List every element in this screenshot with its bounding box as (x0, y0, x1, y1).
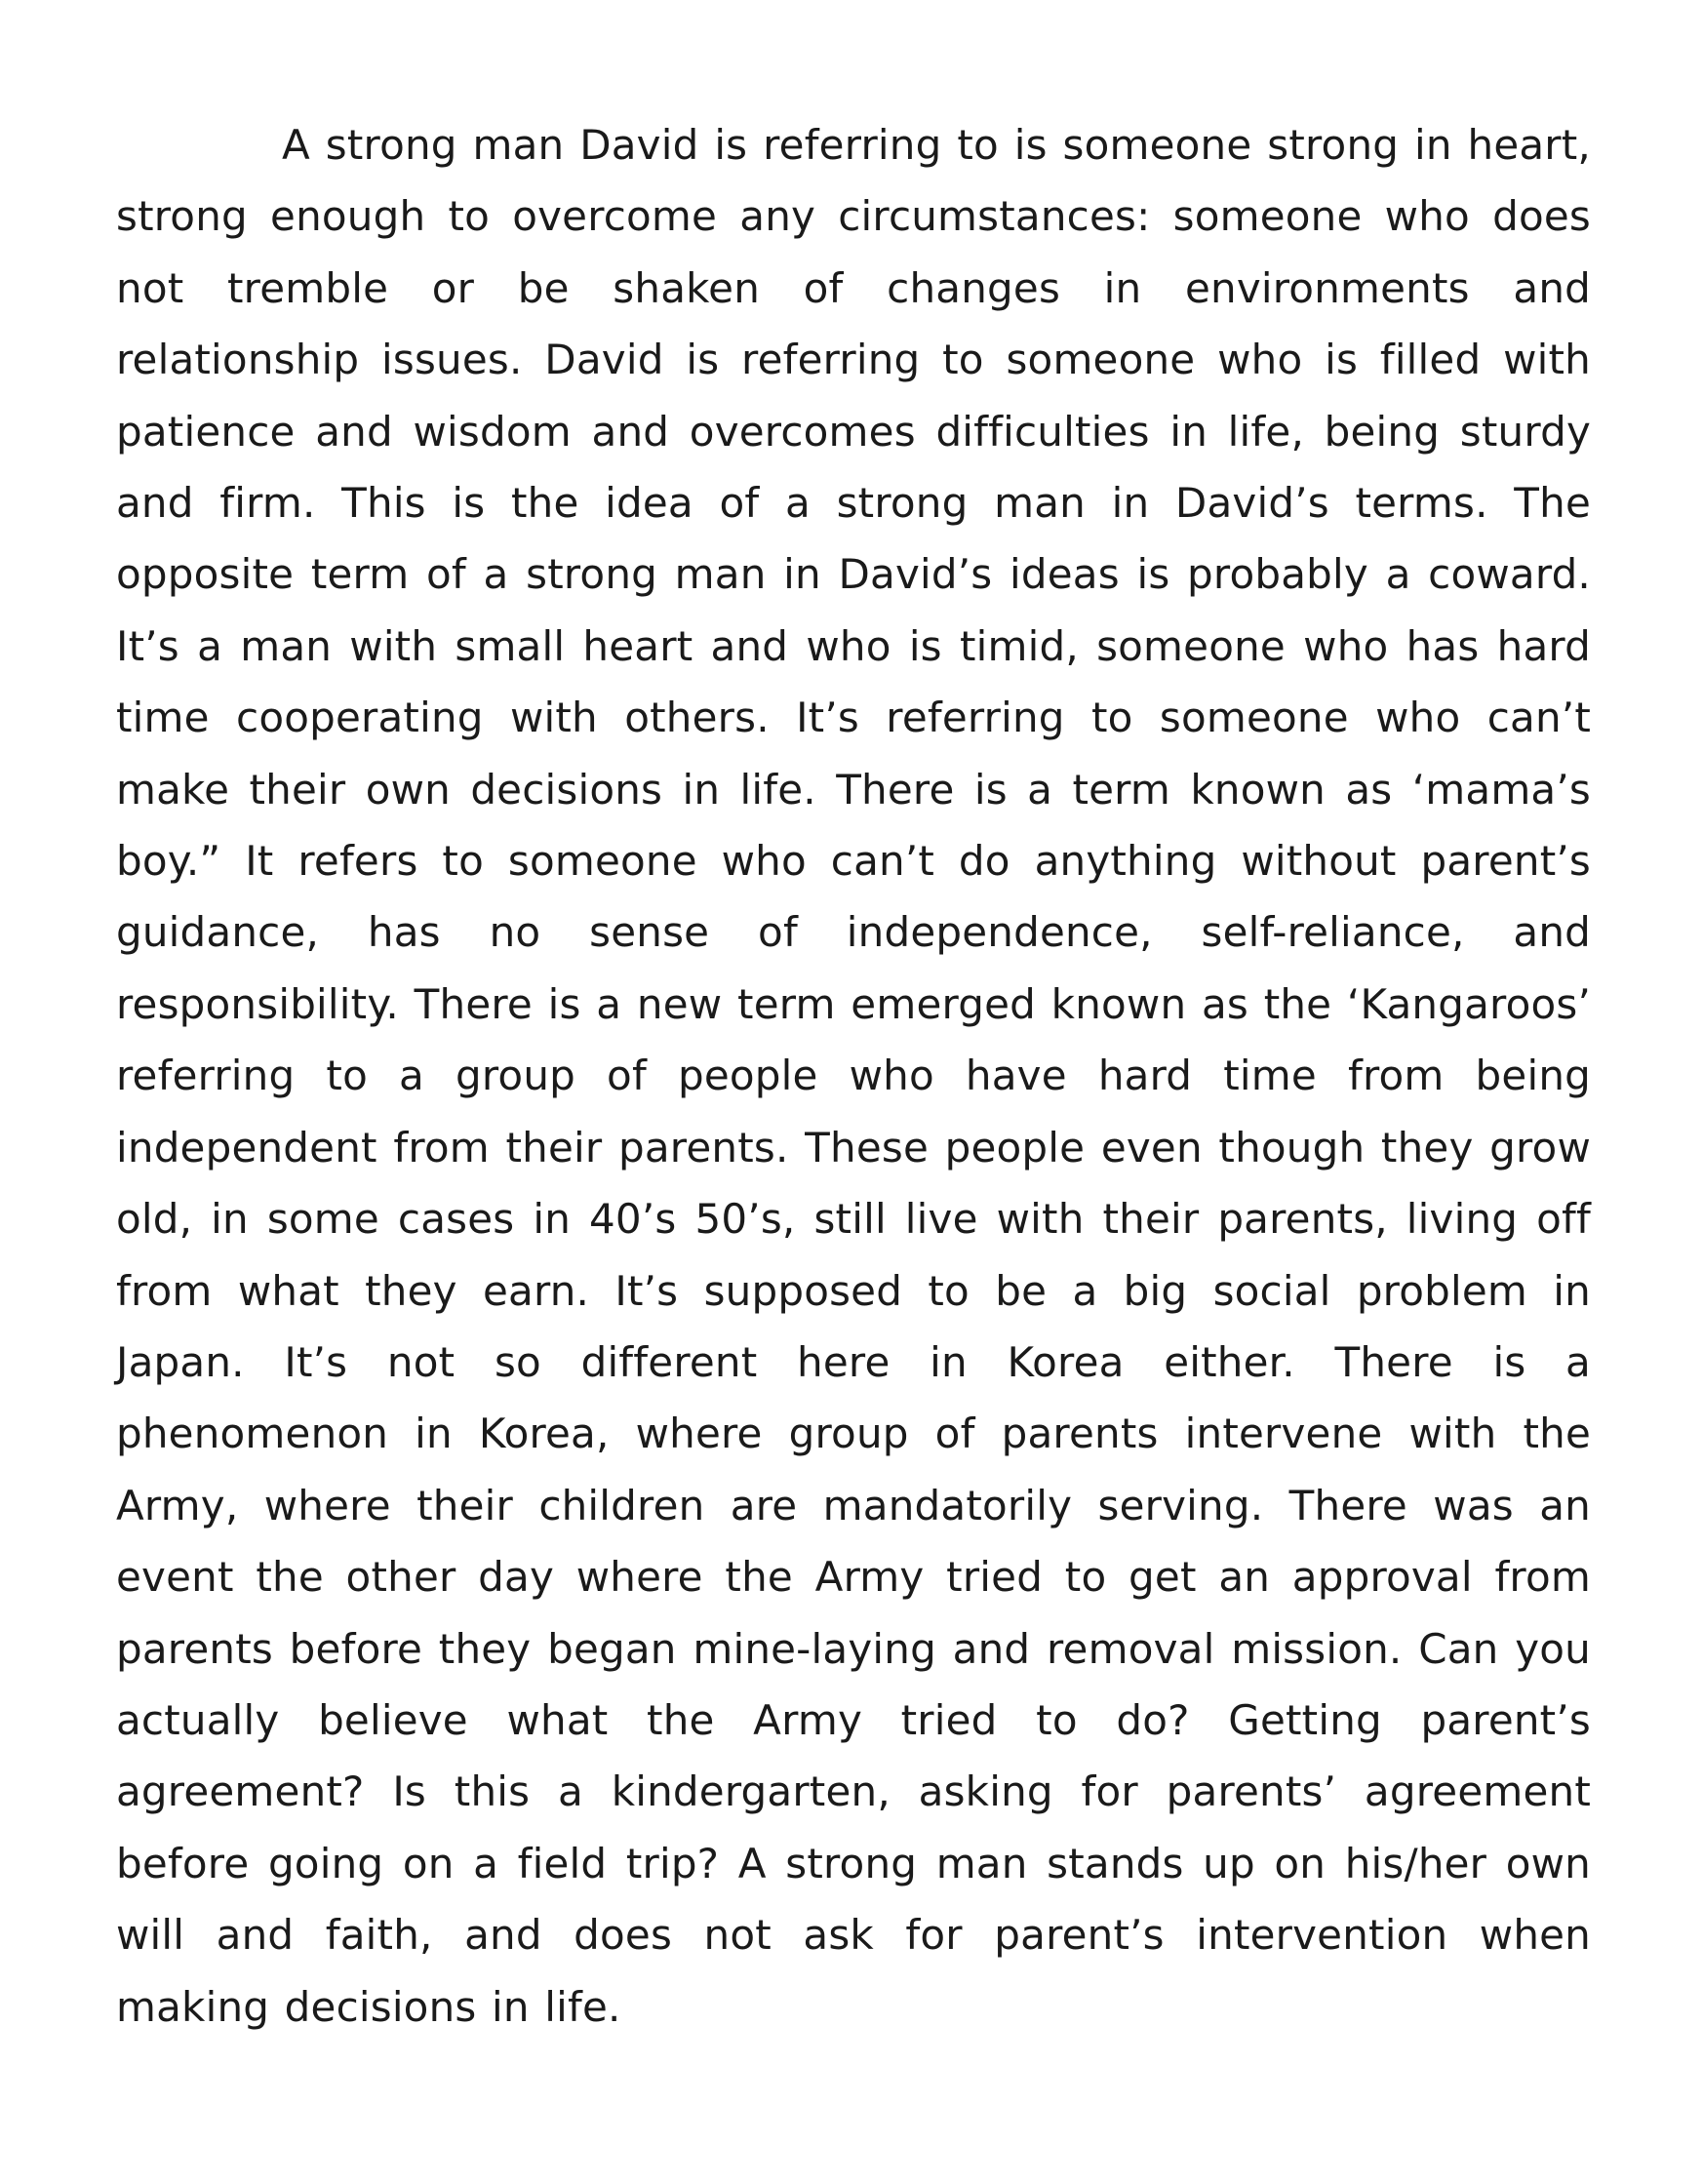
body-paragraph: A strong man David is referring to is someone strong in heart, strong enough to overcome any circumstances: someone who does not tremble or be shaken of changes in environments and relationship issues. David is referring to someone who is filled with patience and wisdom and overcomes difficulties in life, being sturdy and firm. This is the idea of a strong man in David’s terms. The opposite term of a strong man in David’s ideas is probably a coward. It’s a man with small heart and who is timid, someone who has hard time cooperating with others. It’s referring to someone who can’t make their own decisions in life. There is a term known as ‘mama’s boy.” It refers to someone who can’t do anything without parent’s guidance, has no sense of independence, self-reliance, and responsibility. There is a new term emerged known as the ‘Kangaroos’ referring to a group of people who have hard time from being independent from their parents. These people even though they grow old, in some cases in 40’s 50’s, still live with their parents, living off from what they earn. It’s supposed to be a big social problem in Japan. It’s not so different here in Korea either. There is a phenomenon in Korea, where group of parents intervene with the Army, where their children are mandatorily serving. There was an event the other day where the Army tried to get an approval from parents before they began mine-laying and removal mission. Can you actually believe what the Army tried to do? Getting parent’s agreement? Is this a kindergarten, asking for parents’ agreement before going on a field trip? A strong man stands up on his/her own will and faith, and does not ask for parent’s intervention when making decisions in life. (116, 121, 1591, 2031)
